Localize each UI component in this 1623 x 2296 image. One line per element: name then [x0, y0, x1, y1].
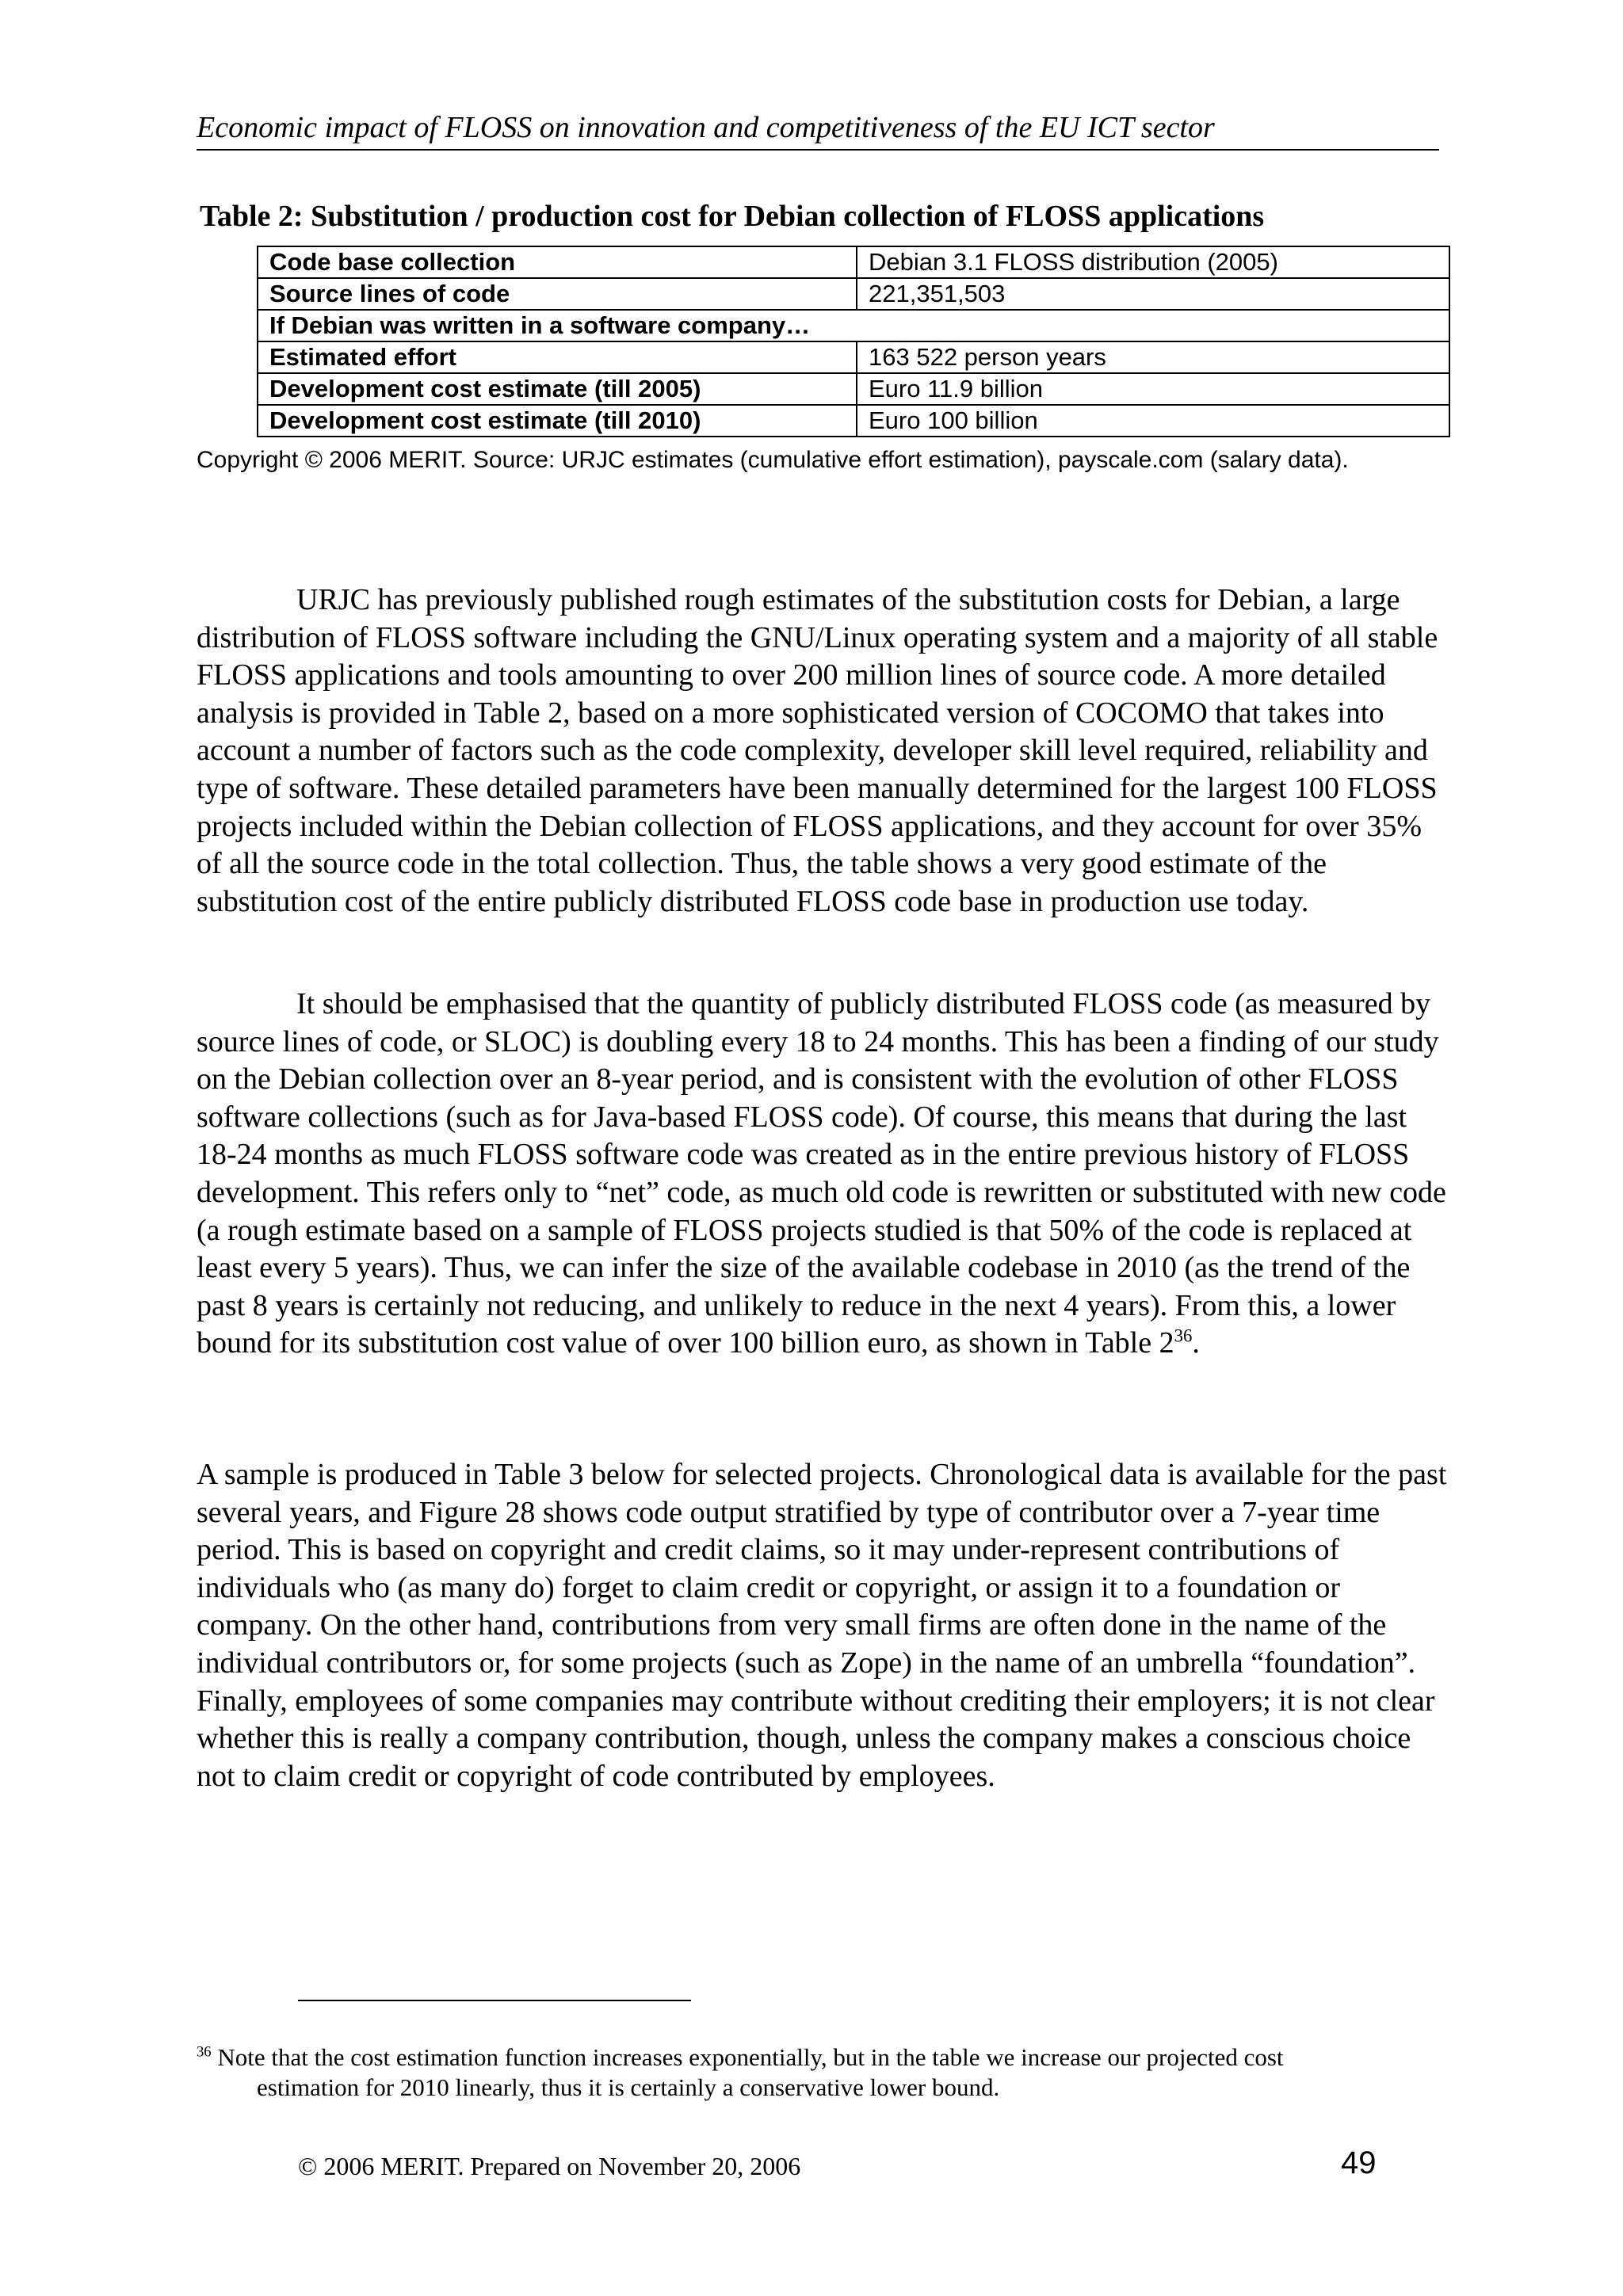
table-cell-label: Estimated effort — [258, 341, 857, 373]
table-row — [258, 278, 1449, 310]
footnote-separator — [298, 2000, 691, 2001]
running-header: Economic impact of FLOSS on innovation and competitiveness of the EU ICT sector — [197, 109, 1439, 151]
footnote-text-line2: estimation for 2010 linearly, thus it is certainly a conservative lower bound. — [257, 2073, 1000, 2101]
table-caption: Table 2: Substitution / production cost for Debian collection of FLOSS applications — [200, 200, 1265, 233]
body-paragraph: URJC has previously published rough estimates of the substitution costs for Debian, a large distribution of FLOSS software including the GNU/Linux operating system and a majority of all stable FLOSS applications and tools amounting to over 200 million lines of source code. A more detailed analysis is provided in Table 2, based on a more sophisticated version of COCOMO that takes into account a number of factors such as the code complexity, developer skill level required, reliability and type of software. These detailed parameters have been manually determined for the largest 100 FLOSS projects included within the Debian collection of FLOSS applications, and they account for over 35% of all the source code in the total collection. Thus, the table shows a very good estimate of the substitution cost of the entire publicly distributed FLOSS code base in production use today. — [197, 583, 1438, 918]
table-row — [258, 246, 1449, 278]
body-paragraph — [197, 986, 1449, 1363]
footnote-text-line1: Note that the cost estimation function increases exponentially, but in the table we increase our projected cost — [217, 2043, 1284, 2071]
table-row — [258, 405, 1449, 437]
paragraph-end: . — [1192, 1326, 1200, 1360]
table-cell-value: Debian 3.1 FLOSS distribution (2005) — [857, 246, 1449, 278]
table-cell-value: 163 522 person years — [857, 341, 1449, 373]
cost-table — [257, 246, 1450, 437]
table-cell-value: Euro 100 billion — [857, 405, 1449, 437]
footnote-reference[interactable]: 36 — [1174, 1325, 1193, 1346]
page-number: 49 — [1341, 2145, 1377, 2180]
table-row — [258, 373, 1449, 405]
table-cell-value: 221,351,503 — [857, 278, 1449, 310]
body-paragraph: A sample is produced in Table 3 below for selected projects. Chronological data is available for the past several years, and Figure 28 shows code output stratified by type of contributor over a 7-year time period. This is based on copyright and credit claims, so it may under-represent contributions of individuals who (as many do) forget to claim credit or copyright, or assign it to a foundation or company. On the other hand, contributions from very small firms are often done in the name of the individual contributors or, for some projects (such as Zope) in the name of an umbrella “foundation”. Finally, employees of some companies may contribute without crediting their employers; it is not clear whether this is really a company contribution, though, unless the company makes a conscious choice not to claim credit or copyright of code contributed by employees. — [197, 1458, 1447, 1793]
table-cell-value: Euro 11.9 billion — [857, 373, 1449, 405]
table-row — [258, 310, 1449, 341]
table-source-note: Copyright © 2006 MERIT. Source: URJC estimates (cumulative effort estimation), payscale.com (salary data). — [197, 447, 1349, 473]
footnote-number: 36 — [197, 2043, 212, 2061]
table-cell-label: Development cost estimate (till 2005) — [258, 373, 857, 405]
table-cell-label: Code base collection — [258, 246, 857, 278]
footer-copyright: © 2006 MERIT. Prepared on November 20, 2006 — [298, 2152, 801, 2180]
table-cell-label: Development cost estimate (till 2010) — [258, 405, 857, 437]
paragraph-text: It should be emphasised that the quantity of publicly distributed FLOSS code (as measured by source lines of code, or SLOC) is doubling every 18 to 24 months. This has been a finding of our study on the Debian collection over an 8-year period, and is consistent with the evolution of other FLOSS software collections (such as for Java-based FLOSS code). Of course, this means that during the last 18-24 months as much FLOSS software code was created as in the entire previous history of FLOSS development. This refers only to “net” code, as much old code is rewritten or substituted with new code (a rough estimate based on a sample of FLOSS projects studied is that 50% of the code is replaced at least every 5 years). Thus, we can infer the size of the available codebase in 2010 (as the trend of the past 8 years is certainly not reducing, and unlikely to reduce in the next 4 years). From this, a lower bound for its substitution cost value of over 100 billion euro, as shown in Table 2 — [197, 987, 1446, 1360]
footnote — [197, 2042, 1449, 2103]
table-cell-label: Source lines of code — [258, 278, 857, 310]
table-row — [258, 341, 1449, 373]
table-cell-spanning: If Debian was written in a software company… — [258, 310, 1449, 341]
